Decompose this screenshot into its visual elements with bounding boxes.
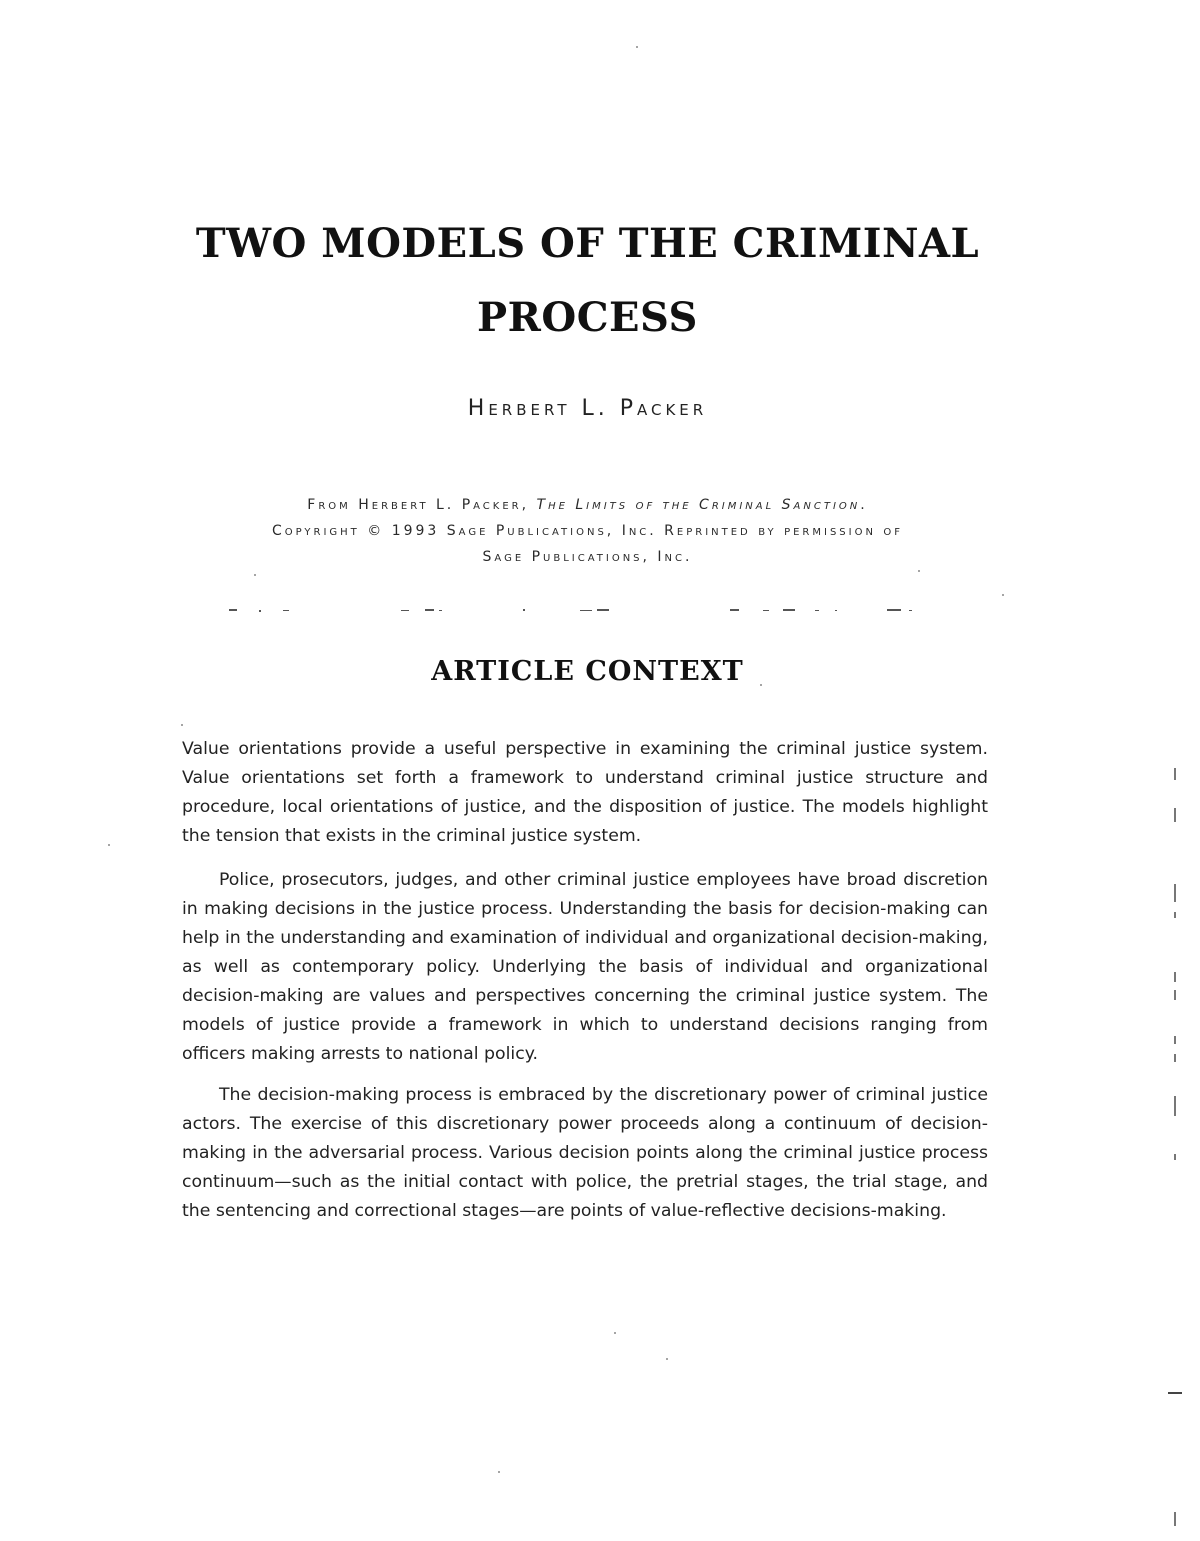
paragraph-2: Police, prosecutors, judges, and other criminal justice employees have broad discretion in making decisions in the justice process. Understanding the basis for decision-making can help in the understanding and examination of individual and organizational decision-making, as well as contemporary policy. Underlying the basis of individual and organizational decision-making are values and perspectives concerning the criminal justice system. The models of justice provide a framework in which to understand decisions ranging from officers making arrests to national policy. xyxy=(182,870,988,1064)
document-title-line-1: TWO MODELS OF THE CRIMINAL xyxy=(195,220,980,267)
scan-dot xyxy=(1002,594,1004,596)
scan-dot xyxy=(181,724,183,726)
paragraph-1: Value orientations provide a useful perspective in examining the criminal justice system. Value orientations set forth a framework to understand criminal justice structure and procedure, local orientations of justice, and the disposition of justice. The models highlight the tension that exists in the criminal justice system. xyxy=(182,739,988,846)
citation-note xyxy=(150,492,1025,570)
margin-mark xyxy=(1174,972,1176,982)
margin-mark xyxy=(1174,1036,1176,1044)
citation-line-1-end: . xyxy=(860,497,868,513)
paragraph-3: The decision-making process is embraced by the discretionary power of criminal justice actors. The exercise of this discretionary power proceeds along a continuum of decision-making in the adversarial process. Various decision points along the criminal justice process continuum—such as the initial contact with police, the pretrial stages, the trial stage, and the sentencing and correctional stages—are points of value-reflective decisions-making. xyxy=(182,1085,988,1221)
scan-dot xyxy=(614,1332,616,1334)
document-title-line-2: PROCESS xyxy=(477,294,698,341)
margin-mark xyxy=(1174,1512,1176,1526)
section-heading: ARTICLE CONTEXT xyxy=(431,656,744,687)
margin-mark xyxy=(1174,1154,1176,1160)
citation-line-1 xyxy=(150,492,1025,518)
scan-dot xyxy=(918,570,920,572)
scan-dot xyxy=(254,574,256,576)
scan-dot xyxy=(108,844,110,846)
scan-dot xyxy=(498,1471,500,1473)
scan-dot xyxy=(760,684,762,686)
margin-mark xyxy=(1174,912,1176,918)
citation-line-3: Sage Publications, Inc. xyxy=(482,549,693,565)
margin-mark xyxy=(1174,884,1176,902)
citation-prefix: From Herbert L. Packer, xyxy=(307,497,537,513)
margin-dash xyxy=(1168,1392,1182,1394)
scan-dot xyxy=(636,46,638,48)
margin-mark xyxy=(1174,1054,1176,1062)
margin-mark xyxy=(1174,808,1176,822)
scan-speckle-row xyxy=(225,606,925,614)
citation-line-2: Copyright © 1993 Sage Publications, Inc. Reprinted by permission of xyxy=(271,523,904,539)
margin-mark xyxy=(1174,768,1176,780)
author-name: Herbert L. Packer xyxy=(467,396,708,421)
citation-book-title: The Limits of the Criminal Sanction xyxy=(536,497,861,513)
margin-mark xyxy=(1174,990,1176,1000)
scan-dot xyxy=(666,1358,668,1360)
margin-mark xyxy=(1174,1096,1176,1116)
